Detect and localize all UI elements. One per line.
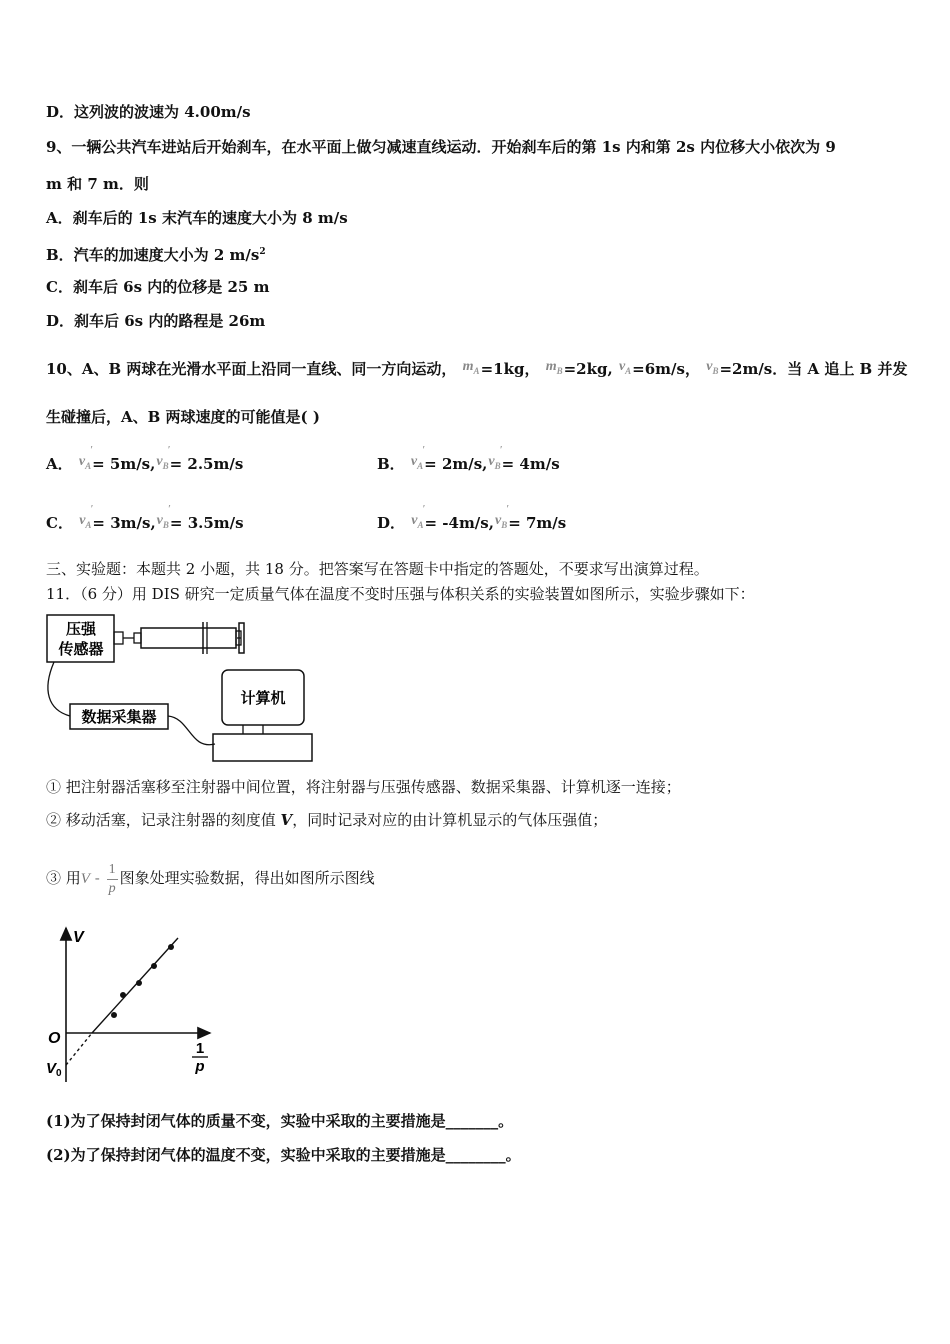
q9-option-b-text: B．汽车的加速度大小为 2 m/s <box>46 246 260 264</box>
prime-mark: ′ <box>422 504 426 515</box>
computer-base <box>213 734 312 761</box>
q11-step2 <box>46 810 607 830</box>
v0-label <box>46 1060 62 1079</box>
fraction-numerator: 1 <box>107 861 118 880</box>
q10-option-c-vA: $v_A$ ′ <box>79 504 94 530</box>
q11-step3-fraction <box>107 861 118 898</box>
q10-option-c-label: C． <box>46 514 73 532</box>
origin-label: O <box>48 1030 61 1047</box>
v-inverse-p-graph <box>40 920 220 1090</box>
prime-mark: ′ <box>167 445 171 456</box>
q10-vA-sub: A <box>625 365 632 376</box>
q10-option-d-vA: $v_A$ ′ <box>411 504 426 530</box>
q10-mA-value: =1kg， <box>480 360 540 378</box>
q11-sub1: (1)为了保持封闭气体的质量不变，实验中采取的主要措施是_______。 <box>46 1112 514 1130</box>
q11-step3-dash: - <box>89 869 105 887</box>
v0-subscript: 0 <box>56 1068 62 1079</box>
q10-option-b-va: = 2m/s, <box>424 455 488 473</box>
prime-mark: ′ <box>499 445 503 456</box>
q10-vA-letter: v <box>618 359 626 374</box>
data-point-2 <box>120 992 126 998</box>
q10-option-d <box>377 504 567 533</box>
q11-step3-text-b: 图象处理实验数据，得出如图所示图线 <box>119 869 375 887</box>
sensor-label-line1: 压强 <box>65 621 97 638</box>
prime-mark: ′ <box>90 504 94 515</box>
q11-step3-text-a: ③ 用 <box>46 869 81 887</box>
q10-option-d-label: D． <box>377 514 406 532</box>
cable-sensor-collector <box>48 662 70 716</box>
x-axis-label-num: 1 <box>195 1040 205 1057</box>
syringe-barrel <box>141 628 236 648</box>
prime-mark: ′ <box>506 504 510 515</box>
q10-mA-symbol <box>463 357 480 381</box>
q9-option-d: D．刹车后 6s 内的路程是 26m <box>46 312 266 330</box>
q10-vB-sub: B <box>712 365 719 376</box>
connector <box>114 632 123 644</box>
data-point-4 <box>151 963 157 969</box>
q10-option-d-va: = -4m/s, <box>424 514 494 532</box>
q11-stem: 11．（6 分）用 DIS 研究一定质量气体在温度不变时压强与体积关系的实验装置如图所示，实验步骤如下： <box>46 585 755 603</box>
q10-option-b-vb: = 4m/s <box>501 455 560 473</box>
q10-stem-line1 <box>46 357 907 381</box>
q10-vB-value: =2m/s．当 A 追上 B 并发 <box>719 360 908 378</box>
prime-mark: ′ <box>422 445 426 456</box>
q9-option-c: C．刹车后 6s 内的位移是 25 m <box>46 278 270 296</box>
q11-step3 <box>46 858 375 898</box>
q9-stem-line1: 9、一辆公共汽车进站后开始刹车，在水平面上做匀减速直线运动．开始刹车后的第 1s 内和第 2s 内位移大小依次为 9 <box>46 138 836 156</box>
q10-option-d-vb: = 7m/s <box>508 514 567 532</box>
q9-option-b-sup: 2 <box>259 247 266 257</box>
q10-vA-symbol <box>619 357 631 381</box>
q11-step2-text-a: ② 移动活塞，记录注射器的刻度值 <box>46 811 281 829</box>
extrapolated-dashed-line <box>66 1033 92 1065</box>
q10-vB-letter: v <box>706 359 713 374</box>
data-point-1 <box>111 1012 117 1018</box>
q10-option-b-vA: $v_A$ ′ <box>410 445 426 471</box>
fraction-denominator: p <box>108 880 116 896</box>
q10-option-a <box>46 445 244 474</box>
sensor-label-line2: 传感器 <box>58 641 104 658</box>
q11-step3-v: V <box>80 871 90 887</box>
q8-option-d: D．这列波的波速为 4.00m/s <box>46 103 251 121</box>
q9-option-a: A．刹车后的 1s 末汽车的速度大小为 8 m/s <box>46 209 348 227</box>
computer-label: 计算机 <box>240 690 286 707</box>
q11-step2-v: V <box>280 811 293 829</box>
fit-line <box>92 938 178 1033</box>
q10-mB-sub: B <box>556 365 563 376</box>
data-point-5 <box>168 944 174 950</box>
collector-label: 数据采集器 <box>81 709 157 726</box>
x-axis-label-den: p <box>195 1058 205 1075</box>
q9-stem-line2: m 和 7 m．则 <box>46 175 149 193</box>
q9-option-b <box>46 242 266 265</box>
q10-mA-letter: m <box>462 359 474 374</box>
q10-vA-value: =6m/s， <box>632 360 700 378</box>
q10-prefix: 10、A、B 两球在光滑水平面上沿同一直线、同一方向运动， <box>46 360 457 378</box>
q10-option-c-va: = 3m/s, <box>92 514 156 532</box>
q10-option-b-vB: $v_B$ ′ <box>488 445 503 471</box>
q10-stem-line2: 生碰撞后，A、B 两球速度的可能值是( ) <box>46 408 320 426</box>
q10-vB-symbol <box>706 357 718 381</box>
q10-option-d-vB: $v_B$ ′ <box>494 504 510 530</box>
apparatus-diagram <box>40 610 330 770</box>
q10-option-a-vA: $v_A$ ′ <box>78 445 94 471</box>
q10-option-c-vB: $v_B$ ′ <box>156 504 171 530</box>
prime-mark: ′ <box>168 504 171 515</box>
q10-mB-value: =2kg, <box>563 360 613 378</box>
q10-option-c-vb: = 3.5m/s <box>169 514 244 532</box>
q10-option-c <box>46 504 244 533</box>
q10-mB-letter: m <box>545 359 557 374</box>
cable-collector-computer <box>168 716 215 745</box>
q10-option-a-vb: = 2.5m/s <box>169 455 244 473</box>
q11-sub2: (2)为了保持封闭气体的温度不变，实验中采取的主要措施是________。 <box>46 1146 521 1164</box>
data-point-3 <box>136 980 142 986</box>
q10-option-b <box>377 445 560 474</box>
q10-mA-sub: A <box>473 365 480 376</box>
section-3-title: 三、实验题：本题共 2 小题，共 18 分。把答案写在答题卡中指定的答题处，不要求写出演算过程。 <box>46 560 709 578</box>
q10-mB-symbol <box>546 357 563 381</box>
q10-option-a-label: A． <box>46 455 73 473</box>
v0-letter: V <box>46 1060 57 1077</box>
y-axis-label: V <box>73 929 84 946</box>
q11-step1: ① 把注射器活塞移至注射器中间位置，将注射器与压强传感器、数据采集器、计算机逐一连接； <box>46 778 681 796</box>
q11-step2-text-b: ，同时记录对应的由计算机显示的气体压强值； <box>292 811 608 829</box>
q10-option-b-label: B． <box>377 455 405 473</box>
prime-mark: ′ <box>90 445 94 456</box>
q10-option-a-vB: $v_B$ ′ <box>156 445 171 471</box>
q10-option-a-va: = 5m/s, <box>92 455 156 473</box>
